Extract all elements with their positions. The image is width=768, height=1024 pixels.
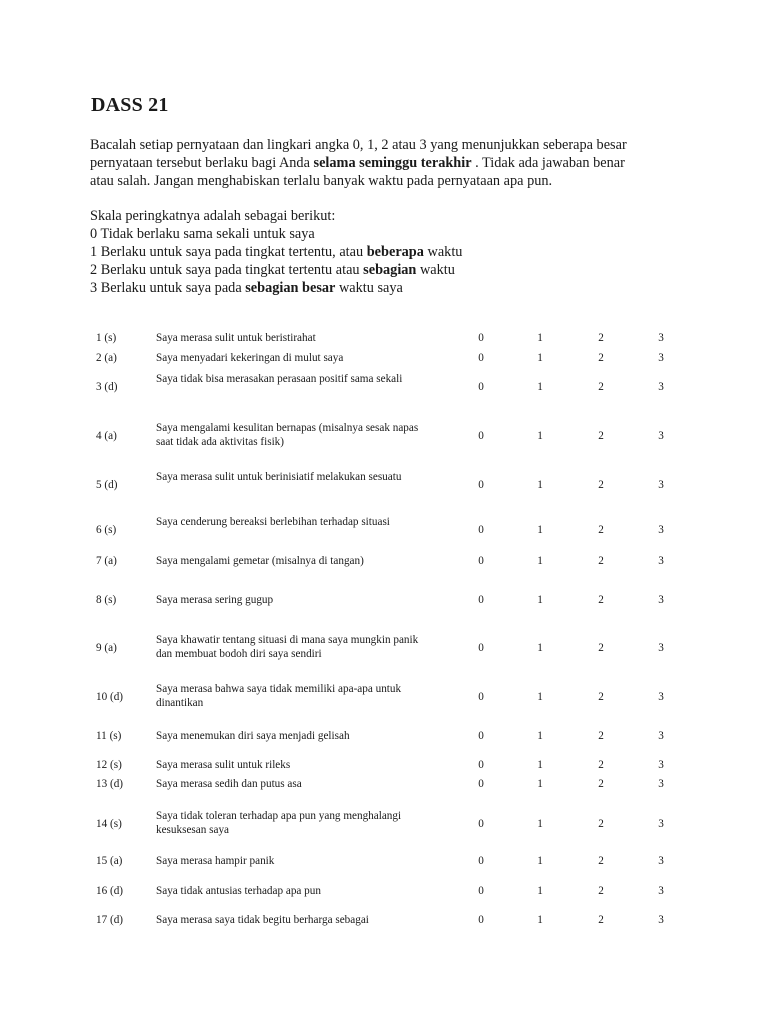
score-option-1[interactable]: 1 [537,885,543,897]
scale-option-3-emphasis: sebagian besar [245,280,336,296]
item-statement: Saya merasa sulit untuk berinisiatif melakukan sesuatu [156,471,402,483]
scale-heading: Skala peringkatnya adalah sebagai berikut: [90,208,336,224]
item-statement: Saya tidak antusias terhadap apa pun [156,885,321,897]
item-number: 1 (s) [96,332,117,344]
score-option-0[interactable]: 0 [478,778,484,790]
score-option-3[interactable]: 3 [658,730,664,742]
item-statement: Saya merasa bahwa saya tidak memiliki apa-apa untuk dinantikan [156,683,402,709]
score-option-0[interactable]: 0 [478,352,484,364]
item-number: 13 (d) [96,778,124,790]
score-option-0[interactable]: 0 [478,759,484,771]
score-option-1[interactable]: 1 [537,555,543,567]
score-option-2[interactable]: 2 [598,524,604,536]
scale-option-2 [90,261,700,279]
scale-legend [90,207,700,297]
item-number: 3 (d) [96,381,118,393]
item-statement: Saya mengalami gemetar (misalnya di tangan) [156,555,364,567]
item-number: 14 (s) [96,818,122,830]
item-number: 16 (d) [96,885,124,897]
score-option-0[interactable]: 0 [478,524,484,536]
score-option-2[interactable]: 2 [598,914,604,926]
item-number: 8 (s) [96,594,117,606]
scale-option-1-text: 1 Berlaku untuk saya pada tingkat tertentu, atau [90,244,367,260]
score-option-2[interactable]: 2 [598,759,604,771]
score-option-0[interactable]: 0 [478,430,484,442]
score-option-3[interactable]: 3 [658,381,664,393]
item-number: 7 (a) [96,555,117,567]
score-option-1[interactable]: 1 [537,855,543,867]
score-option-2[interactable]: 2 [598,778,604,790]
item-statement: Saya khawatir tentang situasi di mana saya mungkin panik dan membuat bodoh diri saya sendiri [156,634,419,660]
instructions-line-2-text: pernyataan tersebut berlaku bagi Anda [90,155,314,171]
score-option-2[interactable]: 2 [598,691,604,703]
item-statement: Saya merasa sulit untuk rileks [156,759,291,771]
score-option-0[interactable]: 0 [478,594,484,606]
score-option-3[interactable]: 3 [658,818,664,830]
score-option-3[interactable]: 3 [658,594,664,606]
score-option-0[interactable]: 0 [478,730,484,742]
score-option-1[interactable]: 1 [537,524,543,536]
item-statement: Saya merasa hampir panik [156,855,275,867]
item-number: 6 (s) [96,524,117,536]
score-option-0[interactable]: 0 [478,479,484,491]
score-option-3[interactable]: 3 [658,332,664,344]
score-option-2[interactable]: 2 [598,555,604,567]
score-option-1[interactable]: 1 [537,479,543,491]
instructions-paragraph [90,136,700,190]
score-option-3[interactable]: 3 [658,885,664,897]
score-option-0[interactable]: 0 [478,914,484,926]
score-option-0[interactable]: 0 [478,818,484,830]
score-option-0[interactable]: 0 [478,332,484,344]
item-number: 17 (d) [96,914,124,926]
scale-option-3-end: waktu saya [335,280,403,296]
score-option-2[interactable]: 2 [598,642,604,654]
item-statement: Saya merasa sulit untuk beristirahat [156,332,316,344]
score-option-0[interactable]: 0 [478,691,484,703]
scale-option-3 [90,279,700,297]
score-option-3[interactable]: 3 [658,778,664,790]
item-number: 9 (a) [96,642,117,654]
score-option-1[interactable]: 1 [537,352,543,364]
instructions-line-2-end: . Tidak ada jawaban benar [471,155,625,171]
score-option-3[interactable]: 3 [658,855,664,867]
score-option-1[interactable]: 1 [537,778,543,790]
item-statement: Saya menemukan diri saya menjadi gelisah [156,730,350,742]
item-statement: Saya merasa saya tidak begitu berharga sebagai [156,914,369,926]
score-option-3[interactable]: 3 [658,524,664,536]
score-option-2[interactable]: 2 [598,479,604,491]
score-option-2[interactable]: 2 [598,855,604,867]
score-option-1[interactable]: 1 [537,759,543,771]
instructions-line-2 [90,154,700,172]
item-number: 15 (a) [96,855,123,867]
score-option-1[interactable]: 1 [537,730,543,742]
item-statement: Saya tidak toleran terhadap apa pun yang menghalangi kesuksesan saya [156,810,402,836]
score-option-2[interactable]: 2 [598,730,604,742]
item-number: 10 (d) [96,691,124,703]
item-number: 11 (s) [96,730,122,742]
score-option-3[interactable]: 3 [658,691,664,703]
item-number: 2 (a) [96,352,117,364]
item-number: 12 (s) [96,759,122,771]
score-option-2[interactable]: 2 [598,381,604,393]
score-option-1[interactable]: 1 [537,818,543,830]
score-option-0[interactable]: 0 [478,855,484,867]
page-title: DASS 21 [91,94,169,116]
score-option-1[interactable]: 1 [537,594,543,606]
item-number: 4 (a) [96,430,117,442]
score-option-0[interactable]: 0 [478,885,484,897]
instructions-line-1: Bacalah setiap pernyataan dan lingkari angka 0, 1, 2 atau 3 yang menunjukkan seberapa besar [90,137,627,153]
score-option-2[interactable]: 2 [598,594,604,606]
scale-option-2-text: 2 Berlaku untuk saya pada tingkat tertentu atau [90,262,364,278]
score-option-3[interactable]: 3 [658,479,664,491]
item-statement: Saya cenderung bereaksi berlebihan terhadap situasi [156,516,390,528]
scale-option-2-emphasis: sebagian [363,262,417,278]
scale-option-1 [90,243,700,261]
score-option-2[interactable]: 2 [598,818,604,830]
score-option-3[interactable]: 3 [658,759,664,771]
score-option-1[interactable]: 1 [537,381,543,393]
score-option-2[interactable]: 2 [598,332,604,344]
scale-option-3-text: 3 Berlaku untuk saya pada [90,280,246,296]
item-statement: Saya mengalami kesulitan bernapas (misalnya sesak napas saat tidak ada aktivitas fisik) [156,422,419,448]
score-option-1[interactable]: 1 [537,914,543,926]
item-number: 5 (d) [96,479,118,491]
scale-option-1-end: waktu [423,244,463,260]
score-option-0[interactable]: 0 [478,555,484,567]
score-option-2[interactable]: 2 [598,885,604,897]
score-option-1[interactable]: 1 [537,430,543,442]
instructions-emphasis: selama seminggu terakhir [313,155,472,171]
score-option-1[interactable]: 1 [537,642,543,654]
scale-option-2-end: waktu [416,262,455,278]
instructions-line-3: atau salah. Jangan menghabiskan terlalu banyak waktu pada pernyataan apa pun. [90,173,553,189]
score-option-0[interactable]: 0 [478,642,484,654]
score-option-3[interactable]: 3 [658,555,664,567]
score-option-3[interactable]: 3 [658,430,664,442]
item-statement: Saya merasa sering gugup [156,594,274,606]
item-statement: Saya menyadari kekeringan di mulut saya [156,352,344,364]
score-option-1[interactable]: 1 [537,691,543,703]
item-statement: Saya merasa sedih dan putus asa [156,778,302,790]
item-statement: Saya tidak bisa merasakan perasaan positif sama sekali [156,373,403,385]
scale-option-1-emphasis: beberapa [366,244,424,260]
score-option-2[interactable]: 2 [598,430,604,442]
score-option-3[interactable]: 3 [658,914,664,926]
score-option-0[interactable]: 0 [478,381,484,393]
score-option-1[interactable]: 1 [537,332,543,344]
score-option-3[interactable]: 3 [658,352,664,364]
score-option-3[interactable]: 3 [658,642,664,654]
score-option-2[interactable]: 2 [598,352,604,364]
scale-option-0: 0 Tidak berlaku sama sekali untuk saya [90,226,315,242]
